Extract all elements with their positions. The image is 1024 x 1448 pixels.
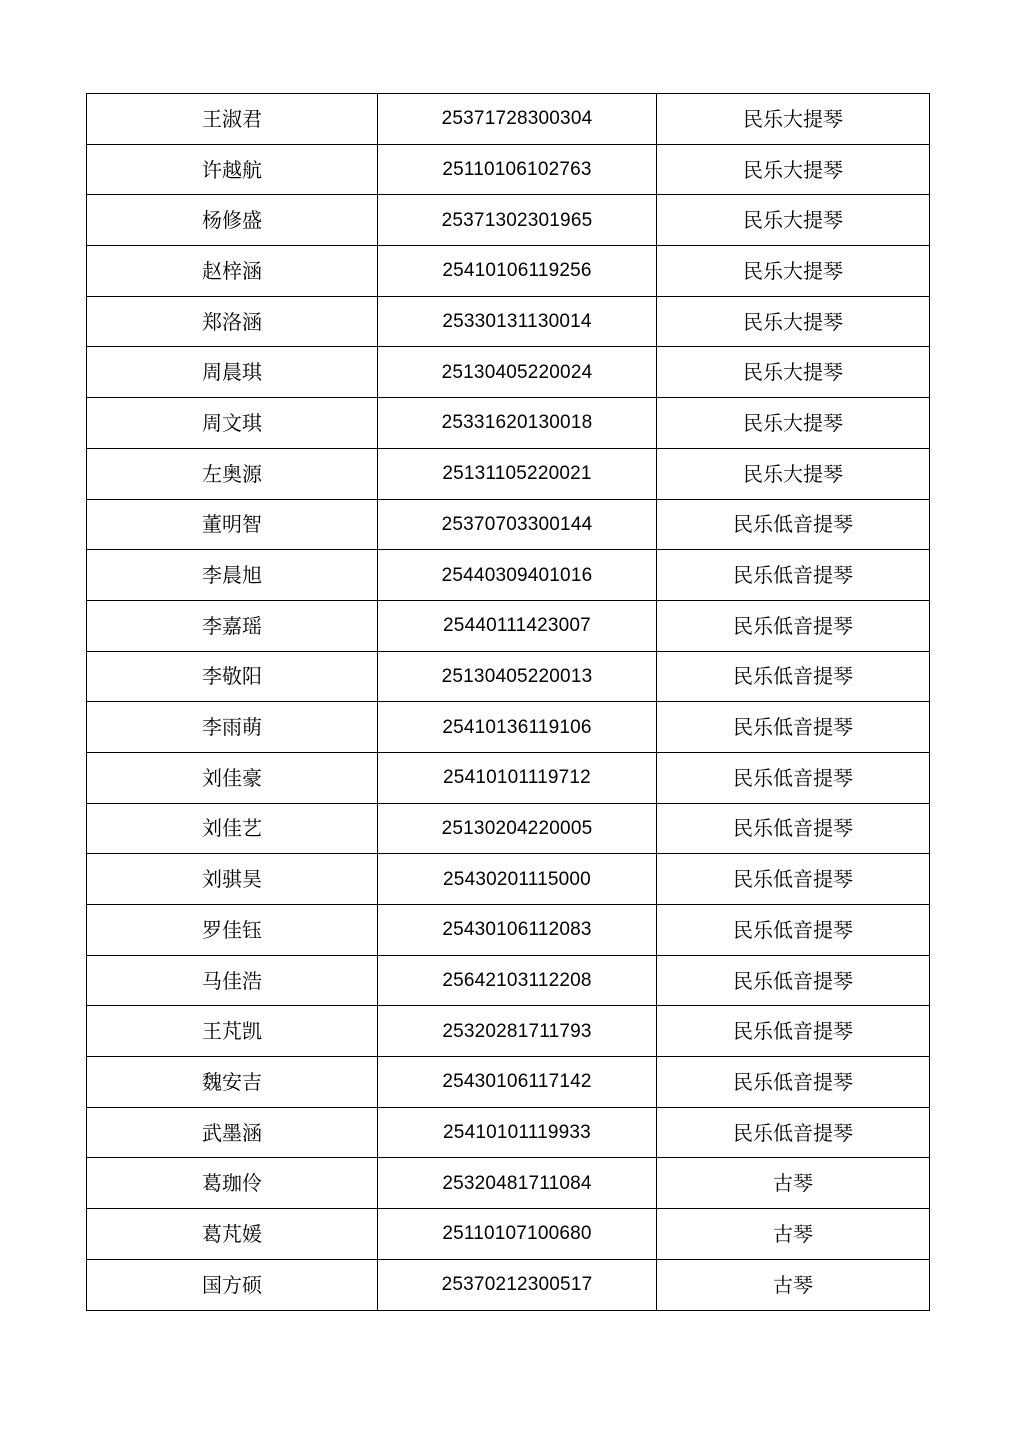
table-row: [87, 752, 930, 803]
table-row: [87, 955, 930, 1006]
instrument-cell: 民乐低音提琴: [657, 854, 930, 905]
student-name-cell: 王芃凯: [87, 1006, 378, 1057]
exam-number-cell: 25110106102763: [378, 144, 657, 195]
exam-number-cell: 25410136119106: [378, 702, 657, 753]
exam-number-cell: 25131105220021: [378, 448, 657, 499]
table-row: [87, 144, 930, 195]
exam-number-cell: 25320281711793: [378, 1006, 657, 1057]
student-name-cell: 刘骐昊: [87, 854, 378, 905]
table-row: [87, 1057, 930, 1108]
instrument-cell: 民乐大提琴: [657, 398, 930, 449]
student-name-cell: 许越航: [87, 144, 378, 195]
table-row: [87, 1107, 930, 1158]
exam-number-cell: 25430106112083: [378, 905, 657, 956]
exam-number-cell: 25331620130018: [378, 398, 657, 449]
student-name-cell: 刘佳豪: [87, 752, 378, 803]
student-name-cell: 魏安吉: [87, 1057, 378, 1108]
exam-number-cell: 25410101119933: [378, 1107, 657, 1158]
instrument-cell: 民乐大提琴: [657, 195, 930, 246]
instrument-cell: 古琴: [657, 1209, 930, 1260]
table-row: [87, 702, 930, 753]
table-row: [87, 550, 930, 601]
instrument-cell: 民乐低音提琴: [657, 499, 930, 550]
exam-number-cell: 25440111423007: [378, 600, 657, 651]
exam-number-cell: 25370703300144: [378, 499, 657, 550]
roster-table: [86, 93, 930, 1311]
instrument-cell: 民乐低音提琴: [657, 905, 930, 956]
student-name-cell: 武墨涵: [87, 1107, 378, 1158]
instrument-cell: 民乐低音提琴: [657, 550, 930, 601]
exam-number-cell: 25130204220005: [378, 803, 657, 854]
instrument-cell: 民乐大提琴: [657, 94, 930, 145]
table-row: [87, 600, 930, 651]
table-row: [87, 905, 930, 956]
exam-number-cell: 25371728300304: [378, 94, 657, 145]
student-name-cell: 刘佳艺: [87, 803, 378, 854]
table-row: [87, 854, 930, 905]
student-name-cell: 李嘉瑶: [87, 600, 378, 651]
student-name-cell: 葛珈伶: [87, 1158, 378, 1209]
student-name-cell: 李晨旭: [87, 550, 378, 601]
student-name-cell: 葛芃媛: [87, 1209, 378, 1260]
roster-table-body: [87, 94, 930, 1311]
student-name-cell: 李敬阳: [87, 651, 378, 702]
exam-number-cell: 25430201115000: [378, 854, 657, 905]
table-row: [87, 296, 930, 347]
exam-number-cell: 25642103112208: [378, 955, 657, 1006]
exam-number-cell: 25330131130014: [378, 296, 657, 347]
exam-number-cell: 25430106117142: [378, 1057, 657, 1108]
exam-number-cell: 25371302301965: [378, 195, 657, 246]
exam-number-cell: 25110107100680: [378, 1209, 657, 1260]
exam-number-cell: 25370212300517: [378, 1259, 657, 1310]
student-name-cell: 杨修盛: [87, 195, 378, 246]
table-row: [87, 499, 930, 550]
exam-number-cell: 25320481711084: [378, 1158, 657, 1209]
exam-number-cell: 25410106119256: [378, 246, 657, 297]
student-name-cell: 马佳浩: [87, 955, 378, 1006]
table-row: [87, 94, 930, 145]
student-name-cell: 周晨琪: [87, 347, 378, 398]
instrument-cell: 民乐大提琴: [657, 246, 930, 297]
instrument-cell: 民乐低音提琴: [657, 1057, 930, 1108]
instrument-cell: 民乐低音提琴: [657, 600, 930, 651]
instrument-cell: 民乐大提琴: [657, 144, 930, 195]
exam-number-cell: 25410101119712: [378, 752, 657, 803]
instrument-cell: 古琴: [657, 1158, 930, 1209]
table-row: [87, 651, 930, 702]
table-row: [87, 1158, 930, 1209]
instrument-cell: 民乐大提琴: [657, 347, 930, 398]
table-row: [87, 1209, 930, 1260]
student-name-cell: 李雨萌: [87, 702, 378, 753]
student-name-cell: 赵梓涵: [87, 246, 378, 297]
student-name-cell: 罗佳钰: [87, 905, 378, 956]
instrument-cell: 民乐低音提琴: [657, 702, 930, 753]
student-name-cell: 郑洛涵: [87, 296, 378, 347]
table-row: [87, 398, 930, 449]
instrument-cell: 民乐低音提琴: [657, 955, 930, 1006]
instrument-cell: 民乐低音提琴: [657, 752, 930, 803]
exam-number-cell: 25130405220013: [378, 651, 657, 702]
instrument-cell: 古琴: [657, 1259, 930, 1310]
table-row: [87, 246, 930, 297]
instrument-cell: 民乐低音提琴: [657, 1006, 930, 1057]
exam-number-cell: 25130405220024: [378, 347, 657, 398]
instrument-cell: 民乐低音提琴: [657, 1107, 930, 1158]
student-name-cell: 左奥源: [87, 448, 378, 499]
student-name-cell: 王淑君: [87, 94, 378, 145]
table-row: [87, 1006, 930, 1057]
instrument-cell: 民乐大提琴: [657, 296, 930, 347]
student-name-cell: 周文琪: [87, 398, 378, 449]
instrument-cell: 民乐低音提琴: [657, 803, 930, 854]
exam-number-cell: 25440309401016: [378, 550, 657, 601]
table-row: [87, 1259, 930, 1310]
table-row: [87, 448, 930, 499]
instrument-cell: 民乐大提琴: [657, 448, 930, 499]
student-name-cell: 国方硕: [87, 1259, 378, 1310]
table-row: [87, 195, 930, 246]
student-name-cell: 董明智: [87, 499, 378, 550]
instrument-cell: 民乐低音提琴: [657, 651, 930, 702]
table-row: [87, 803, 930, 854]
table-row: [87, 347, 930, 398]
